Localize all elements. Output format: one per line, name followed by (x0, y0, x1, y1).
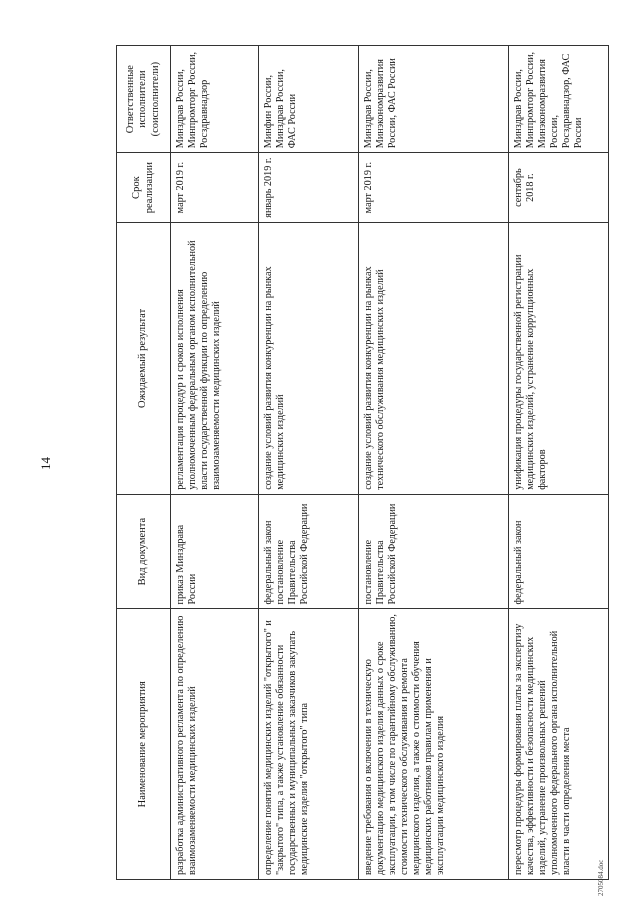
cell-result: создание условий развития конкуренции на рынках технического обслуживания медицинских изделий (359, 223, 509, 495)
cell-term: март 2019 г. (171, 153, 259, 223)
cell-type: приказ Минздрава России (171, 494, 259, 609)
header-type: Вид документа (117, 494, 171, 609)
cell-name: определение понятий медицинских изделий "открытого" и "закрытого" типа, а также установление обязанности государственных и муниципальных заказчиков закупать медицинские изделия "открытого" типа (259, 609, 359, 880)
header-result: Ожидаемый результат (117, 223, 171, 495)
table-row (171, 46, 259, 880)
table-header-row (117, 46, 171, 880)
cell-type: федеральный закон постановление Правительства Российской Федерации (259, 494, 359, 609)
page-number: 14 (38, 457, 53, 470)
measures-table (116, 45, 609, 880)
cell-executors: Минфин России, Минздрав России, ФАС России (259, 46, 359, 153)
cell-term: январь 2019 г. (259, 153, 359, 223)
cell-result: регламентация процедур и сроков исполнения уполномоченным федеральным органом исполнительной власти государственной функции по определению взаимозаменяемости медицинских изделий (171, 223, 259, 495)
header-executors: Ответственные исполнители (соисполнители) (117, 46, 171, 153)
cell-type: постановление Правительства Российской Федерации (359, 494, 509, 609)
cell-term: сентябрь 2018 г. (509, 153, 609, 223)
cell-result: создание условий развития конкуренции на рынках медицинских изделий (259, 223, 359, 495)
measures-table-sheet (116, 45, 609, 880)
cell-name: разработка административного регламента по определению взаимозаменяемости медицинских изделий (171, 609, 259, 880)
cell-executors: Минздрав России, Минэкономразвития России, ФАС России (359, 46, 509, 153)
cell-term: март 2019 г. (359, 153, 509, 223)
header-name: Наименование мероприятия (117, 609, 171, 880)
cell-result: унификация процедуры государственной регистрации медицинских изделий, устранение коррупционных факторов (509, 223, 609, 495)
cell-executors: Минздрав России, Минпромторг России, Росздравнадзор (171, 46, 259, 153)
header-term: Срок реализации (117, 153, 171, 223)
cell-name: пересмотр процедуры формирования платы за экспертизу качества, эффективности и безопасности медицинских изделий, устранение произвольных решений уполномоченного федерального органа исполнительной власти в части определения места (509, 609, 609, 880)
cell-name: введение требования о включении в техническую документацию медицинского изделия данных о сроке эксплуатации, в том числе по гарантийному обслуживанию, стоимости технического обслуживания и ремонта медицинского изделия, а также о стоимости обучения медицинских работников правилам применения и эксплуатации медицинского изделия (359, 609, 509, 880)
cell-type: федеральный закон (509, 494, 609, 609)
document-id: 2705084.doc (597, 859, 605, 896)
table-row (359, 46, 509, 880)
table-row (259, 46, 359, 880)
table-row (509, 46, 609, 880)
cell-executors: Минздрав России, Минпромторг России, Минэкономразвития России, Росздравнадзор, ФАС России (509, 46, 609, 153)
